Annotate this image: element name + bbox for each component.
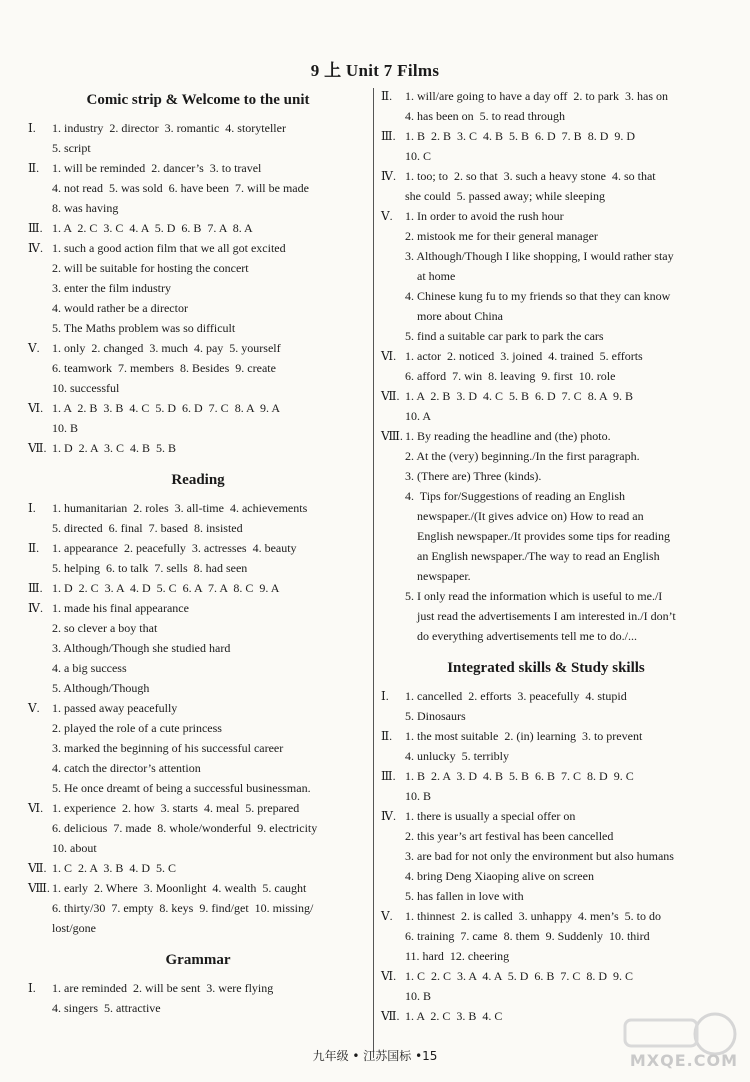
answer-line	[28, 258, 368, 278]
column-divider	[373, 88, 374, 1058]
answer-line	[381, 706, 711, 726]
exercise-numeral	[381, 586, 405, 606]
answer-text: 2. played the role of a cute princess	[52, 721, 222, 735]
right-column	[381, 86, 711, 1026]
answer-line	[381, 726, 711, 746]
answer-text: 2. this year’s art festival has been cancelled	[405, 829, 614, 843]
answer-line	[28, 978, 368, 998]
answer-text: 1. D 2. A 3. C 4. B 5. B	[52, 441, 177, 455]
answer-line	[28, 678, 368, 698]
answer-line	[381, 606, 711, 626]
answer-line	[381, 926, 711, 946]
exercise-numeral	[381, 566, 405, 586]
exercise-numeral	[381, 466, 405, 486]
answer-line	[28, 418, 368, 438]
answer-line	[381, 306, 711, 326]
answer-line	[381, 326, 711, 346]
exercise-numeral: Ⅵ.	[381, 349, 397, 363]
exercise-numeral	[381, 226, 405, 246]
exercise-numeral	[28, 138, 52, 158]
exercise-numeral	[381, 866, 405, 886]
section-title: Reading	[171, 472, 225, 488]
answer-text: 3. are bad for not only the environment but also humans	[405, 849, 674, 863]
answer-text: 1. A 2. B 3. D 4. C 5. B 6. D 7. C 8. A 9. B	[405, 389, 634, 403]
exercise-numeral	[28, 518, 52, 538]
exercise-numeral	[381, 266, 405, 286]
exercise-numeral: Ⅴ.	[28, 701, 40, 715]
answer-text: 10. C	[405, 149, 432, 163]
exercise-numeral: Ⅲ.	[381, 129, 396, 143]
answer-line	[28, 158, 368, 178]
answer-line	[381, 506, 711, 526]
exercise-numeral	[381, 446, 405, 466]
answer-text: 1. B 2. B 3. C 4. B 5. B 6. D 7. B 8. D 9. D	[405, 129, 636, 143]
exercise-numeral	[28, 738, 52, 758]
answer-line	[381, 966, 711, 986]
answer-line	[381, 466, 711, 486]
answer-text: newspaper.	[405, 569, 471, 583]
answer-text: at home	[405, 269, 456, 283]
answer-text: 4. singers 5. attractive	[52, 1001, 161, 1015]
answer-line	[381, 426, 711, 446]
answer-text: 6. afford 7. win 8. leaving 9. first 10. role	[405, 369, 616, 383]
exercise-numeral	[381, 626, 405, 646]
section-title: Integrated skills & Study skills	[447, 660, 645, 676]
answer-line	[381, 106, 711, 126]
exercise-numeral	[381, 606, 405, 626]
answer-text: 8. was having	[52, 201, 119, 215]
answer-line	[28, 698, 368, 718]
exercise-numeral	[28, 178, 52, 198]
answer-line	[381, 286, 711, 306]
exercise-numeral	[381, 506, 405, 526]
exercise-numeral	[28, 618, 52, 638]
answer-text: 10. B	[52, 421, 79, 435]
answer-text: 1. actor 2. noticed 3. joined 4. trained 5. efforts	[405, 349, 643, 363]
answer-line	[28, 118, 368, 138]
answer-text: 5. helping 6. to talk 7. sells 8. had seen	[52, 561, 248, 575]
answer-text: 4. unlucky 5. terribly	[405, 749, 509, 763]
answer-line	[28, 558, 368, 578]
exercise-numeral: Ⅳ.	[28, 601, 43, 615]
answer-line	[381, 126, 711, 146]
answer-line	[28, 878, 368, 898]
answer-line	[28, 318, 368, 338]
exercise-numeral	[381, 526, 405, 546]
answer-text: 1. such a good action film that we all got excited	[52, 241, 286, 255]
exercise-numeral: Ⅲ.	[28, 581, 43, 595]
exercise-numeral	[28, 758, 52, 778]
answer-line	[381, 226, 711, 246]
answer-text: 1. humanitarian 2. roles 3. all-time 4. achievements	[52, 501, 308, 515]
answer-text: 6. delicious 7. made 8. whole/wonderful 9. electricity	[52, 821, 318, 835]
answer-line	[28, 778, 368, 798]
answer-text: 1. are reminded 2. will be sent 3. were flying	[52, 981, 274, 995]
exercise-numeral	[381, 846, 405, 866]
answer-line	[28, 178, 368, 198]
answer-line	[381, 746, 711, 766]
exercise-numeral: Ⅱ.	[28, 541, 40, 555]
answer-line	[28, 518, 368, 538]
answer-line	[28, 298, 368, 318]
answer-text: 1. C 2. C 3. A 4. A 5. D 6. B 7. C 8. D 9. C	[405, 969, 634, 983]
answer-text: 1. A 2. B 3. B 4. C 5. D 6. D 7. C 8. A 9. A	[52, 401, 281, 415]
answer-line	[28, 218, 368, 238]
exercise-numeral	[28, 898, 52, 918]
answer-line	[381, 86, 711, 106]
exercise-numeral	[381, 146, 405, 166]
answer-text: 4. a big success	[52, 661, 127, 675]
answer-line	[381, 166, 711, 186]
answer-text: 10. A	[405, 409, 432, 423]
answer-text: 6. training 7. came 8. them 9. Suddenly 10. third	[405, 929, 650, 943]
answer-line	[28, 538, 368, 558]
answer-text: 3. marked the beginning of his successful career	[52, 741, 284, 755]
exercise-numeral: Ⅴ.	[381, 209, 393, 223]
answer-line	[28, 238, 368, 258]
answer-line	[381, 866, 711, 886]
exercise-numeral	[28, 558, 52, 578]
answer-text: 11. hard 12. cheering	[405, 949, 510, 963]
answer-text: 10. successful	[52, 381, 120, 395]
answer-text: 5. He once dreamt of being a successful businessman.	[52, 781, 311, 795]
exercise-numeral	[381, 326, 405, 346]
answer-line	[28, 738, 368, 758]
answer-text: more about China	[405, 309, 503, 323]
answer-line	[28, 758, 368, 778]
exercise-numeral: Ⅵ.	[381, 969, 397, 983]
answer-text: 4. Tips for/Suggestions of reading an English	[405, 489, 626, 503]
exercise-numeral	[28, 818, 52, 838]
exercise-numeral: Ⅶ.	[28, 861, 47, 875]
answer-text: 4. has been on 5. to read through	[405, 109, 565, 123]
answer-text: 4. catch the director’s attention	[52, 761, 201, 775]
answer-line	[381, 366, 711, 386]
exercise-numeral: Ⅲ.	[28, 221, 43, 235]
answer-line	[28, 198, 368, 218]
answer-line	[381, 386, 711, 406]
answer-line	[28, 278, 368, 298]
answer-text: 5. has fallen in love with	[405, 889, 524, 903]
answer-text: 3. (There are) Three (kinds).	[405, 469, 542, 483]
answer-text: 1. C 2. A 3. B 4. D 5. C	[52, 861, 177, 875]
answer-text: 1. B 2. A 3. D 4. B 5. B 6. B 7. C 8. D 9. C	[405, 769, 634, 783]
answer-text: 10. B	[405, 989, 432, 1003]
answer-line	[381, 246, 711, 266]
exercise-numeral: Ⅱ.	[381, 729, 393, 743]
answer-text: 1. D 2. C 3. A 4. D 5. C 6. A 7. A 8. C 9. A	[52, 581, 280, 595]
exercise-numeral: Ⅲ.	[381, 769, 396, 783]
answer-text: 1. appearance 2. peacefully 3. actresses 4. beauty	[52, 541, 297, 555]
answer-text: 2. so clever a boy that	[52, 621, 158, 635]
watermark-text: MXQE.COM	[629, 1051, 738, 1070]
exercise-numeral	[381, 786, 405, 806]
answer-line	[381, 946, 711, 966]
answer-line	[28, 658, 368, 678]
exercise-numeral: Ⅶ.	[381, 1009, 400, 1023]
exercise-numeral	[28, 378, 52, 398]
exercise-numeral: Ⅰ.	[28, 501, 36, 515]
answer-line	[381, 566, 711, 586]
exercise-numeral	[381, 986, 405, 1006]
exercise-numeral: Ⅰ.	[28, 981, 36, 995]
exercise-numeral	[28, 678, 52, 698]
page-title: 9 上 Unit 7 Films	[310, 61, 440, 80]
answer-text: 1. made his final appearance	[52, 601, 189, 615]
answer-text: 4. not read 5. was sold 6. have been 7. will be made	[52, 181, 309, 195]
answer-text: 1. only 2. changed 3. much 4. pay 5. yourself	[52, 341, 281, 355]
answer-line	[28, 578, 368, 598]
exercise-numeral	[28, 278, 52, 298]
exercise-numeral: Ⅷ.	[28, 881, 50, 895]
answer-line	[381, 486, 711, 506]
exercise-numeral	[28, 718, 52, 738]
exercise-numeral	[381, 366, 405, 386]
left-column	[28, 88, 368, 1018]
answer-line	[28, 818, 368, 838]
answer-line	[381, 206, 711, 226]
exercise-numeral	[381, 546, 405, 566]
exercise-numeral	[381, 306, 405, 326]
exercise-numeral	[381, 486, 405, 506]
answer-text: 4. would rather be a director	[52, 301, 188, 315]
answer-text: 1. passed away peacefully	[52, 701, 178, 715]
exercise-numeral	[381, 926, 405, 946]
answer-line	[28, 618, 368, 638]
answer-text: 1. the most suitable 2. (in) learning 3. to prevent	[405, 729, 643, 743]
answer-line	[28, 918, 368, 938]
answer-line	[381, 906, 711, 926]
answer-line	[28, 838, 368, 858]
exercise-numeral	[28, 778, 52, 798]
answer-line	[28, 898, 368, 918]
exercise-numeral	[28, 318, 52, 338]
answer-line	[28, 358, 368, 378]
exercise-numeral	[28, 258, 52, 278]
answer-line	[381, 446, 711, 466]
answer-text: 4. Chinese kung fu to my friends so that they can know	[405, 289, 671, 303]
answer-text: 2. will be suitable for hosting the concert	[52, 261, 249, 275]
answer-text: 5. find a suitable car park to park the cars	[405, 329, 604, 343]
exercise-numeral: Ⅷ.	[381, 429, 403, 443]
exercise-numeral	[381, 246, 405, 266]
exercise-numeral: Ⅳ.	[381, 809, 396, 823]
exercise-numeral	[28, 998, 52, 1018]
exercise-numeral	[381, 826, 405, 846]
answer-line	[381, 826, 711, 846]
answer-line	[28, 498, 368, 518]
answer-line	[381, 786, 711, 806]
answer-text: 5. script	[52, 141, 91, 155]
answer-line	[381, 526, 711, 546]
answer-text: 6. teamwork 7. members 8. Besides 9. create	[52, 361, 276, 375]
answer-line	[28, 598, 368, 618]
exercise-numeral: Ⅰ.	[381, 689, 389, 703]
answer-text: 4. bring Deng Xiaoping alive on screen	[405, 869, 594, 883]
answer-line	[28, 998, 368, 1018]
exercise-numeral	[381, 886, 405, 906]
exercise-numeral	[28, 658, 52, 678]
exercise-numeral	[381, 106, 405, 126]
answer-text: 1. too; to 2. so that 3. such a heavy stone 4. so that	[405, 169, 656, 183]
watermark-logo	[617, 1006, 742, 1076]
answer-text: English newspaper./It provides some tips for reading	[405, 529, 670, 543]
answer-text: 1. experience 2. how 3. starts 4. meal 5. prepared	[52, 801, 300, 815]
answer-text: do everything advertisements tell me to do./...	[405, 629, 637, 643]
answer-text: newspaper./(It gives advice on) How to read an	[405, 509, 644, 523]
answer-text: 1. there is usually a special offer on	[405, 809, 576, 823]
answer-text: she could 5. passed away; while sleeping	[405, 189, 605, 203]
answer-line	[381, 766, 711, 786]
exercise-numeral	[28, 838, 52, 858]
exercise-numeral: Ⅱ.	[28, 161, 40, 175]
answer-text: 1. A 2. C 3. B 4. C	[405, 1009, 503, 1023]
exercise-numeral	[381, 706, 405, 726]
answer-text: an English newspaper./The way to read an English	[405, 549, 660, 563]
answer-text: 1. will be reminded 2. dancer’s 3. to travel	[52, 161, 262, 175]
answer-line	[381, 626, 711, 646]
answer-line	[381, 146, 711, 166]
answer-text: 2. At the (very) beginning./In the first paragraph.	[405, 449, 640, 463]
exercise-numeral: Ⅵ.	[28, 801, 44, 815]
exercise-numeral: Ⅰ.	[28, 121, 36, 135]
answer-text: 5. Dinosaurs	[405, 709, 466, 723]
exercise-numeral	[381, 946, 405, 966]
answer-line	[381, 886, 711, 906]
answer-text: lost/gone	[52, 921, 96, 935]
exercise-numeral: Ⅶ.	[28, 441, 47, 455]
exercise-numeral: Ⅴ.	[381, 909, 393, 923]
answer-text: 1. By reading the headline and (the) photo.	[405, 429, 611, 443]
answer-text: 6. thirty/30 7. empty 8. keys 9. find/get 10. missing/	[52, 901, 314, 915]
answer-line	[381, 686, 711, 706]
exercise-numeral	[28, 918, 52, 938]
exercise-numeral: Ⅳ.	[28, 241, 43, 255]
answer-line	[381, 186, 711, 206]
answer-line	[28, 398, 368, 418]
exercise-numeral	[28, 418, 52, 438]
answer-line	[381, 806, 711, 826]
exercise-numeral	[381, 746, 405, 766]
answer-text: 1. A 2. C 3. C 4. A 5. D 6. B 7. A 8. A	[52, 221, 253, 235]
answer-line	[28, 338, 368, 358]
answer-line	[28, 138, 368, 158]
answer-line	[28, 798, 368, 818]
exercise-numeral	[28, 198, 52, 218]
answer-line	[28, 858, 368, 878]
answer-text: 1. industry 2. director 3. romantic 4. storyteller	[52, 121, 286, 135]
answer-line	[28, 638, 368, 658]
answer-line	[381, 846, 711, 866]
answer-text: 1. will/are going to have a day off 2. to park 3. has on	[405, 89, 669, 103]
answer-line	[381, 266, 711, 286]
answer-text: 3. Although/Though I like shopping, I would rather stay	[405, 249, 674, 263]
answer-line	[381, 586, 711, 606]
answer-text: 5. Although/Though	[52, 681, 150, 695]
section-gap	[28, 938, 368, 948]
section-title: Comic strip & Welcome to the unit	[86, 92, 310, 108]
answer-text: 2. mistook me for their general manager	[405, 229, 598, 243]
section-gap	[28, 458, 368, 468]
exercise-numeral	[28, 298, 52, 318]
answer-line	[381, 986, 711, 1006]
section-gap	[381, 646, 711, 656]
answer-text: 5. I only read the information which is useful to me./I	[405, 589, 663, 603]
exercise-numeral	[381, 186, 405, 206]
exercise-numeral: Ⅴ.	[28, 341, 40, 355]
section-title: Grammar	[165, 952, 231, 968]
answer-line	[28, 438, 368, 458]
answer-text: 5. directed 6. final 7. based 8. insisted	[52, 521, 243, 535]
exercise-numeral: Ⅱ.	[381, 89, 393, 103]
answer-text: 10. B	[405, 789, 432, 803]
exercise-numeral	[28, 638, 52, 658]
answer-text: 3. enter the film industry	[52, 281, 171, 295]
answer-text: 1. In order to avoid the rush hour	[405, 209, 564, 223]
answer-line	[381, 346, 711, 366]
answer-text: 3. Although/Though she studied hard	[52, 641, 231, 655]
exercise-numeral	[381, 406, 405, 426]
answer-text: 5. The Maths problem was so difficult	[52, 321, 236, 335]
exercise-numeral: Ⅶ.	[381, 389, 400, 403]
answer-text: 1. early 2. Where 3. Moonlight 4. wealth 5. caught	[52, 881, 307, 895]
answer-text: 1. cancelled 2. efforts 3. peacefully 4. stupid	[405, 689, 627, 703]
page-footer: 九年级 • 江苏国标 •15	[312, 1049, 438, 1063]
answer-text: just read the advertisements I am interested in./I don’t	[405, 609, 676, 623]
exercise-numeral	[28, 358, 52, 378]
answer-line	[28, 718, 368, 738]
exercise-numeral: Ⅵ.	[28, 401, 44, 415]
answer-line	[381, 546, 711, 566]
answer-line	[28, 378, 368, 398]
exercise-numeral	[381, 286, 405, 306]
answer-line	[381, 406, 711, 426]
answer-text: 1. thinnest 2. is called 3. unhappy 4. men’s 5. to do	[405, 909, 661, 923]
answer-text: 10. about	[52, 841, 97, 855]
exercise-numeral: Ⅳ.	[381, 169, 396, 183]
